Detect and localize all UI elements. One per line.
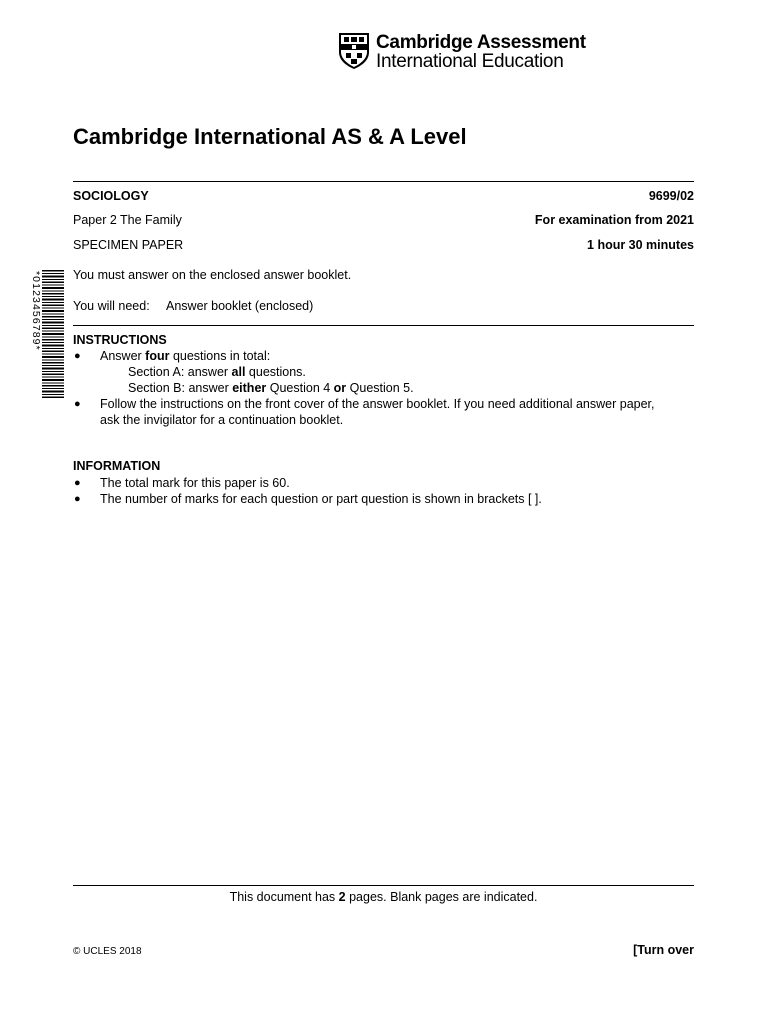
turn-over: [Turn over [633,943,694,957]
instructions-heading: INSTRUCTIONS [73,333,167,347]
bullet-icon: ● [74,350,81,362]
paper-name: Paper 2 The Family [73,213,182,227]
information-1: The total mark for this paper is 60. [100,476,290,490]
page-count-note: This document has 2 pages. Blank pages are indicated. [229,890,538,904]
you-will-need-value: Answer booklet (enclosed) [166,299,314,313]
instruction-section-b: Section B: answer either Question 4 or Question 5. [128,381,414,395]
bullet-icon: ● [74,398,81,410]
copyright: © UCLES 2018 [73,946,142,957]
barcode-icon [30,270,64,400]
information-2: The number of marks for each question or part question is shown in brackets [ ]. [100,492,542,506]
instruction-2-line-1: Follow the instructions on the front cover of the answer booklet. If you need additional answer paper, [100,397,655,411]
instruction-2-line-2: ask the invigilator for a continuation booklet. [100,413,344,427]
logo-line-2: International Education [376,51,564,72]
exam-from: For examination from 2021 [534,213,694,227]
information-heading: INFORMATION [73,459,161,473]
duration: 1 hour 30 minutes [587,238,694,252]
logo-line-1: Cambridge Assessment [376,32,586,53]
divider-footer [73,885,694,886]
answer-on-text: You must answer on the enclosed answer booklet. [73,268,352,282]
instruction-section-a: Section A: answer all questions. [128,365,306,379]
cambridge-logo [338,32,586,72]
bullet-icon: ● [74,493,81,505]
divider-top [73,181,694,182]
barcode-text: *0123456789* [30,271,42,351]
subject-code: 9699/02 [648,189,694,203]
divider-middle [73,325,694,326]
bullet-icon: ● [74,477,81,489]
you-will-need-label: You will need: [73,299,150,313]
cambridge-shield-icon [338,32,370,70]
paper-type: SPECIMEN PAPER [73,238,184,252]
instruction-1: Answer four questions in total: [100,349,271,363]
page-title: Cambridge International AS & A Level [73,124,467,149]
subject-name: SOCIOLOGY [73,189,149,203]
